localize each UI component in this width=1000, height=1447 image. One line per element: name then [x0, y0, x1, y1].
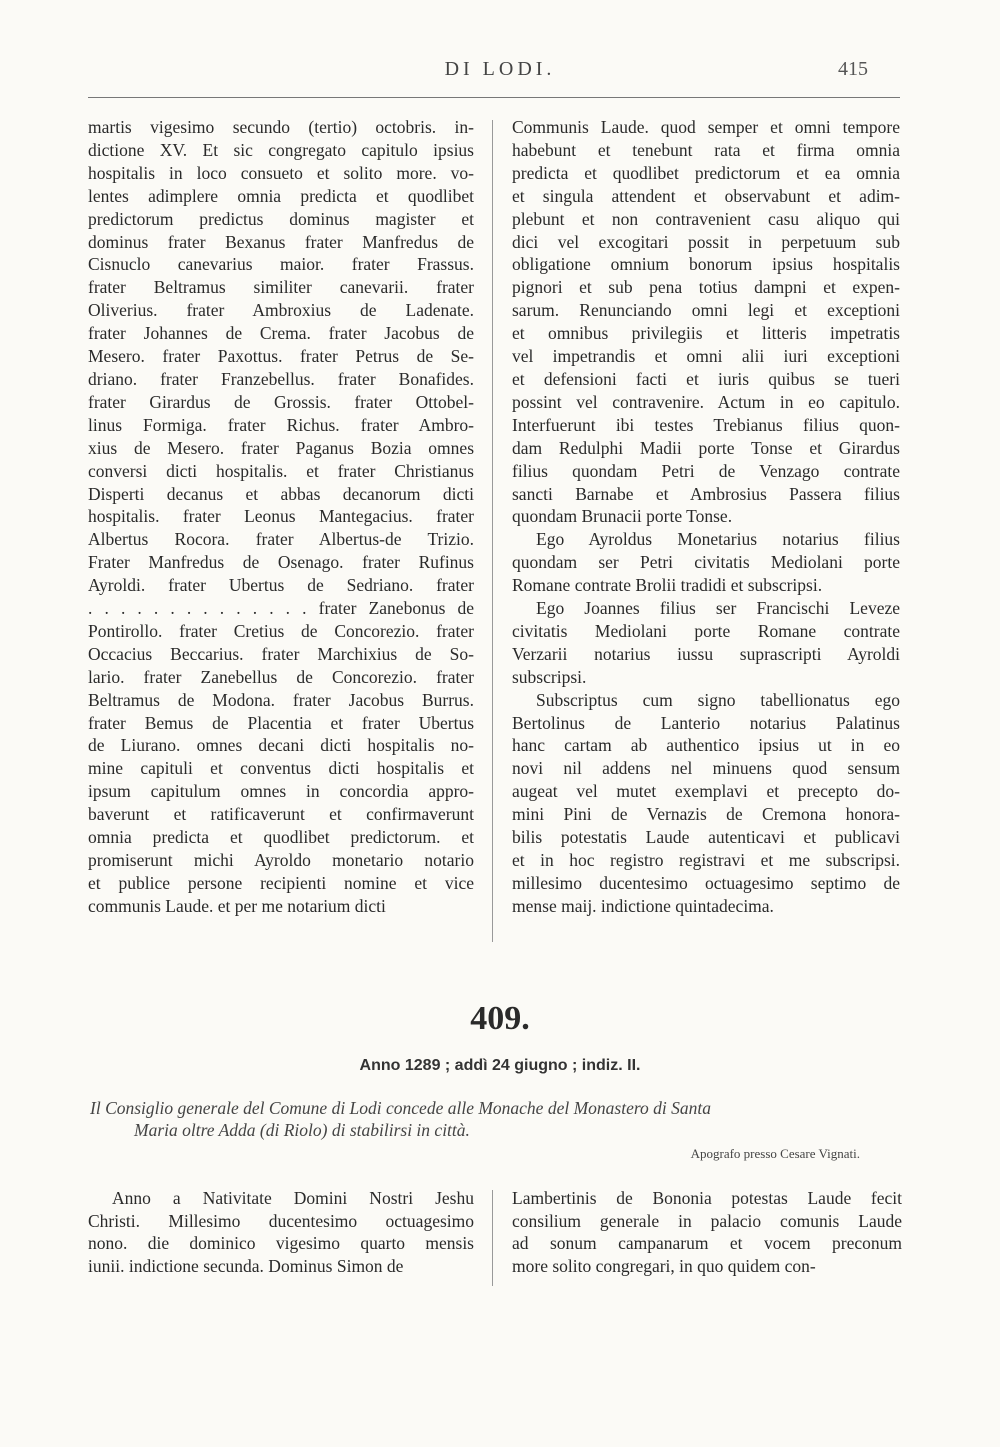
text-line: et omnibus privilegiis et litteris impetratis — [512, 323, 900, 344]
text-line: Lambertinis de Bononia potestas Laude fecit — [512, 1188, 902, 1208]
paragraph — [512, 116, 900, 528]
text-line: dam Redulphi Madii porte Tonse et Girardus — [512, 437, 900, 458]
text-line: mense maij. indictione quintadecima. — [512, 895, 774, 916]
text-line: communis Laude. et per me notarium dicti — [88, 895, 386, 916]
text-line: consilium generale in palacio comunis Laude — [512, 1210, 902, 1231]
header-rule — [88, 97, 900, 98]
bottom-left-column — [88, 1187, 474, 1277]
text-line: lario. frater Zanebellus de Concorezio. frater — [88, 666, 474, 687]
text-line: martis vigesimo secundo (tertio) octobris. in- — [88, 117, 474, 137]
text-line: plebunt et non contravenient casu aliquo qui — [512, 208, 900, 229]
text-line: mini Pini de Vernazis de Cremona honora- — [512, 804, 900, 825]
text-line: quondam ser Petri civitatis Mediolani porte — [512, 552, 900, 573]
text-line: Beltramus de Modona. frater Jacobus Burrus. — [88, 689, 474, 710]
text-line: de Liurano. omnes decani dicti hospitalis no- — [88, 735, 474, 756]
text-line: Occacius Beccarius. frater Marchixius de So- — [88, 643, 474, 664]
text-line: Mesero. frater Paxottus. frater Petrus de Se- — [88, 346, 474, 367]
text-line: hospitalis in loco consueto et solito more. vo- — [88, 162, 474, 183]
text-line: augeat vel mutet exemplavi et precepto do- — [512, 781, 900, 802]
text-line: Frater Manfredus de Osenago. frater Rufinus — [88, 552, 474, 573]
text-line: xius de Mesero. frater Paganus Bozia omnes — [88, 437, 474, 458]
column-divider — [492, 120, 493, 942]
text-line: frater Johannes de Crema. frater Jacobus de — [88, 323, 474, 344]
text-line: Interfuerunt ibi testes Trebianus filius quon- — [512, 414, 900, 435]
text-line: hospitalis. frater Leonus Mantegacius. frater — [88, 506, 474, 527]
text-line: Communis Laude. quod semper et omni tempore — [512, 117, 900, 137]
text-line: et defensioni facti et iuris quibus se tueri — [512, 368, 900, 389]
text-line: et in hoc registro registravi et me subscripsi. — [512, 850, 900, 870]
text-line: Anno a Nativitate Domini Nostri Jeshu — [112, 1188, 474, 1208]
text-line: sancti Barnabe et Ambrosius Passera filius — [512, 483, 900, 504]
text-line: dominus frater Bexanus frater Manfredus de — [88, 231, 474, 252]
text-line: dici vel excogitari possit in perpetuum sub — [512, 231, 900, 252]
bottom-column-divider — [492, 1190, 493, 1286]
text-line: dictione XV. Et sic congregato capitulo ipsius — [88, 139, 474, 160]
document-summary — [90, 1097, 900, 1141]
summary-line-1: Il Consiglio generale del Comune di Lodi concede alle Monache del Monastero di Santa — [90, 1098, 711, 1118]
summary-line-2: Maria oltre Adda (di Riolo) di stabilirsi in città. — [134, 1120, 470, 1140]
text-line: Christi. Millesimo ducentesimo octuagesimo — [88, 1210, 474, 1231]
text-line: Verzarii notarius iussu suprascripti Ayroldi — [512, 643, 900, 664]
text-line: ipsum capitulum omnes in concordia appro- — [88, 781, 474, 802]
text-line: civitatis Mediolani porte Romane contrate — [512, 620, 900, 641]
running-head — [0, 58, 1000, 86]
text-line: hanc cartam ab authentico ipsius ut in eo — [512, 735, 900, 756]
text-line: predictorum predictus dominus magister et — [88, 208, 474, 229]
source-note: Apografo presso Cesare Vignati. — [690, 1146, 860, 1161]
text-line: . . . . . . . . . . . . . . frater Zanebonus de — [88, 598, 474, 619]
left-column — [88, 116, 474, 918]
text-line: Ego Ayroldus Monetarius notarius filius — [536, 529, 900, 550]
text-line: vel impetrandis et omni alii iuri exceptioni — [512, 346, 900, 367]
text-line: frater Beltramus similiter canevarii. frater — [88, 277, 474, 298]
text-line: omnia predicta et quodlibet predictorum. et — [88, 827, 474, 848]
text-line: driano. frater Franzebellus. frater Bonafides. — [88, 368, 474, 389]
text-line: Albertus Rocora. frater Albertus-de Trizio. — [88, 529, 474, 550]
text-line: millesimo ducentesimo octuagesimo septimo de — [512, 872, 900, 893]
text-line: frater Girardus de Grossis. frater Ottobel- — [88, 391, 474, 412]
text-line: frater Bemus de Placentia et frater Ubertus — [88, 712, 474, 733]
text-line: promiserunt michi Ayroldo monetario notario — [88, 850, 474, 870]
text-line: iunii. indictione secunda. Dominus Simon de — [88, 1255, 404, 1276]
text-line: subscripsi. — [512, 666, 587, 687]
text-line: Oliverius. frater Ambroxius de Ladenate. — [88, 300, 474, 321]
text-line: predicta et quodlibet predictorum et ea omnia — [512, 162, 900, 183]
text-line: pignori et sub pena totius dampni et expen- — [512, 277, 900, 298]
text-line: Pontirollo. frater Cretius de Concorezio. frater — [88, 620, 474, 641]
text-line: linus Formiga. frater Richus. frater Ambro- — [88, 414, 474, 435]
text-line: bilis potestatis Laude autenticavi et publicavi — [512, 827, 900, 848]
text-line: Subscriptus cum signo tabellionatus ego — [536, 689, 900, 710]
text-line: Bertolinus de Lanterio notarius Palatinus — [512, 712, 900, 733]
text-line: possint vel contravenire. Actum in eo capitulo. — [512, 391, 900, 412]
text-line: filius quondam Petri de Venzago contrate — [512, 460, 900, 481]
text-line: obligatione omnium bonorum ipsius hospitalis — [512, 254, 900, 275]
bottom-right-column — [512, 1187, 902, 1277]
paragraph — [512, 689, 900, 918]
document-number: 409. — [470, 1000, 530, 1037]
text-line: nono. die dominico vigesimo quarto mensis — [88, 1233, 474, 1254]
page-number: 415 — [838, 58, 868, 80]
text-line: Romane contrate Brolii tradidi et subscripsi. — [512, 575, 823, 596]
running-title: DI LODI. — [444, 58, 556, 80]
text-line: novi nil addens nel minuens quod sensum — [512, 758, 900, 779]
text-line: ad sonum campanarum et vocem preconum — [512, 1233, 902, 1254]
text-line: sarum. Renunciando omni legi et exceptioni — [512, 300, 900, 321]
text-line: baverunt et ratificaverunt et confirmaverunt — [88, 804, 474, 825]
text-line: Ego Joannes filius ser Francischi Leveze — [536, 598, 900, 619]
text-line: Cisnuclo canevarius maior. frater Frassus. — [88, 254, 474, 275]
paragraph — [512, 528, 900, 597]
text-line: mine capituli et conventus dicti hospitalis et — [88, 758, 474, 779]
document-date-line: Anno 1289 ; addì 24 giugno ; indiz. II. — [359, 1057, 641, 1074]
right-column — [512, 116, 900, 918]
text-line: quondam Brunacii porte Tonse. — [512, 506, 733, 527]
text-line: et singula attendent et observabunt et adim- — [512, 185, 900, 206]
text-line: lentes adimplere omnia predicta et quodlibet — [88, 185, 474, 206]
paragraph — [512, 597, 900, 689]
text-line: habebunt et tenebunt rata et firma omnia — [512, 139, 900, 160]
text-line: Ayroldi. frater Ubertus de Sedriano. frater — [88, 575, 474, 596]
text-line: et publice persone recipienti nomine et vice — [88, 872, 474, 893]
text-line: more solito congregari, in quo quidem con- — [512, 1255, 816, 1276]
text-line: Disperti decanus et abbas decanorum dicti — [88, 483, 474, 504]
text-line: conversi dicti hospitalis. et frater Christianus — [88, 460, 474, 481]
